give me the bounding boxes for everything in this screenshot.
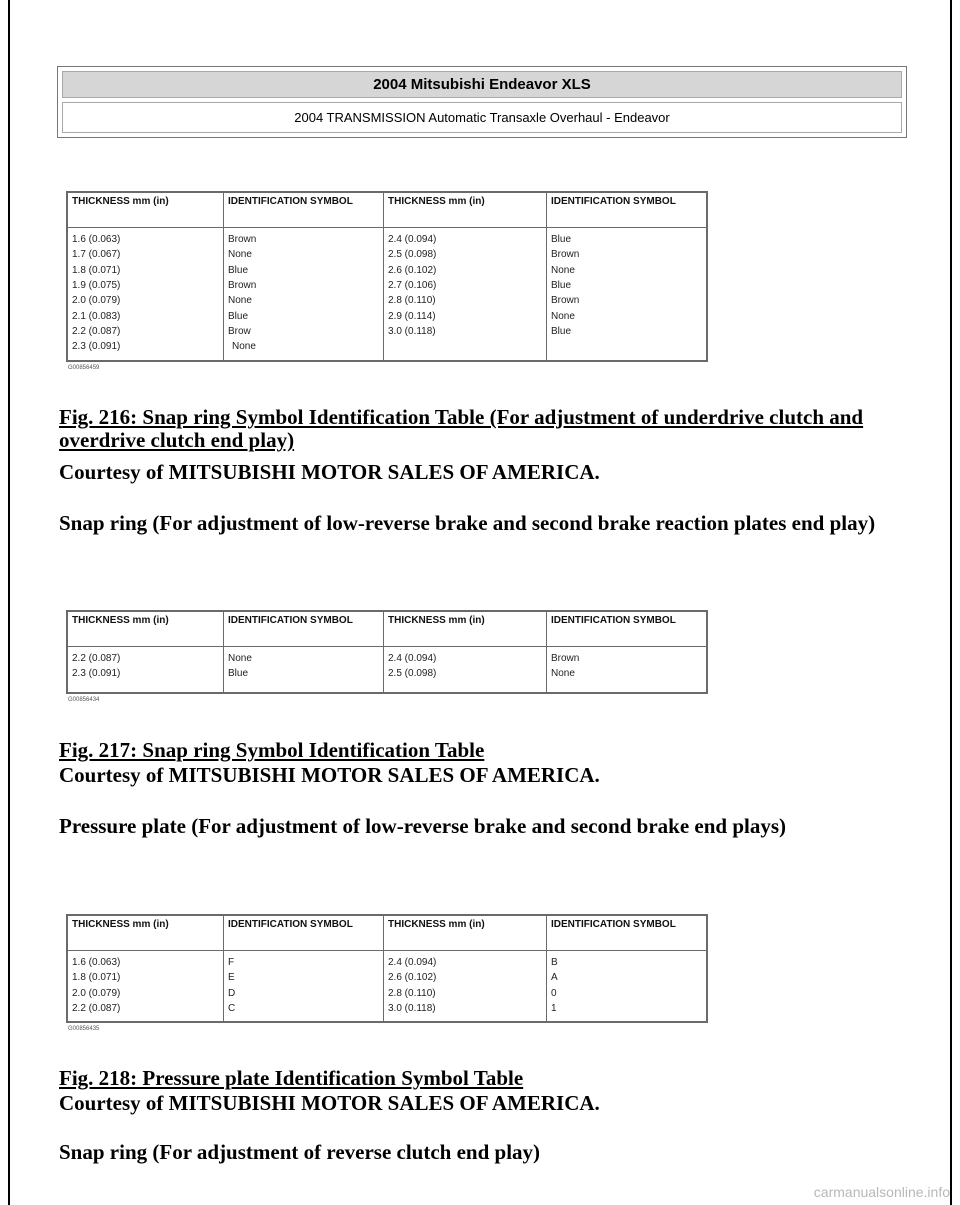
fig216-image-id: G00856459 [68, 365, 100, 371]
fig218-cell: 3.0 (0.118) [388, 1002, 436, 1014]
fig217-header-2: IDENTIFICATION SYMBOL [228, 615, 353, 626]
fig217-cell: Blue [228, 668, 249, 680]
section-heading-reverse-clutch: Snap ring (For adjustment of reverse clutch end play) [59, 1140, 541, 1164]
fig218-cell: A [551, 972, 558, 984]
fig216-cell: None [551, 264, 575, 276]
fig217-cell: 2.2 (0.087) [72, 653, 121, 664]
fig216-caption [59, 406, 909, 452]
fig218-cell: 2.2 (0.087) [72, 1002, 121, 1014]
fig218-cell: F [228, 957, 235, 968]
fig218-cell: 0 [551, 987, 557, 999]
fig218-cell: 1.8 (0.071) [72, 972, 121, 984]
fig216-header-4: IDENTIFICATION SYMBOL [551, 196, 676, 207]
fig216-cell: Blue [551, 279, 572, 291]
fig217-cell: None [551, 668, 575, 680]
fig218-cell: B [551, 957, 558, 968]
fig216-cell: 2.2 (0.087) [72, 325, 121, 337]
fig216-cell: Brown [228, 234, 257, 245]
fig218-header-4: IDENTIFICATION SYMBOL [551, 919, 676, 930]
fig216-cell: 2.9 (0.114) [388, 310, 436, 322]
fig218-caption [59, 1067, 909, 1090]
fig217-header-3: THICKNESS mm (in) [388, 615, 485, 626]
fig216-header-3: THICKNESS mm (in) [388, 196, 485, 207]
header-subtitle: 2004 TRANSMISSION Automatic Transaxle Overhaul - Endeavor [62, 102, 902, 133]
fig218-column-4 [547, 916, 706, 1021]
fig217-table [66, 610, 708, 694]
fig216-cell: Brown [551, 249, 580, 261]
fig216-cell: Blue [228, 264, 249, 276]
fig217-caption [59, 739, 909, 762]
fig217-cell: None [228, 653, 252, 664]
section-heading-pressure-plate: Pressure plate (For adjustment of low-reverse brake and second brake end plays) [59, 814, 786, 838]
fig217-header-4: IDENTIFICATION SYMBOL [551, 615, 676, 626]
fig218-table [66, 914, 708, 1023]
fig216-cell: Blue [551, 325, 572, 337]
fig216-cell: 1.9 (0.075) [72, 279, 121, 291]
fig216-courtesy: Courtesy of MITSUBISHI MOTOR SALES OF AMERICA. [59, 460, 600, 484]
page-border-right [950, 0, 952, 1205]
header-title: 2004 Mitsubishi Endeavor XLS [62, 71, 902, 98]
fig218-cell: 1.6 (0.063) [72, 957, 121, 968]
fig216-header-1: THICKNESS mm (in) [72, 196, 169, 207]
fig216-cell: 2.6 (0.102) [388, 264, 437, 276]
fig218-header-2: IDENTIFICATION SYMBOL [228, 919, 353, 930]
fig216-cell: 1.6 (0.063) [72, 234, 121, 245]
fig216-cell: 3.0 (0.118) [388, 325, 436, 337]
fig217-cell: Brown [551, 653, 580, 664]
fig217-cell: 2.3 (0.091) [72, 668, 121, 680]
fig218-caption-text: Fig. 218: Pressure plate Identification Symbol Table [59, 1066, 524, 1090]
fig218-cell: 2.0 (0.079) [72, 987, 121, 999]
fig218-cell: 2.6 (0.102) [388, 972, 437, 984]
fig218-cell: D [228, 987, 236, 999]
fig216-table [66, 191, 708, 362]
document-header [57, 66, 907, 138]
section-heading-reaction-plates: Snap ring (For adjustment of low-reverse brake and second brake reaction plates end play) [59, 511, 876, 535]
fig216-header-divider [68, 227, 706, 228]
fig216-cell: Brow [228, 325, 251, 337]
fig216-cell: 2.5 (0.098) [388, 249, 437, 261]
fig218-header-divider [68, 950, 706, 951]
page-border-left [8, 0, 10, 1205]
fig216-cell: Blue [228, 310, 249, 322]
fig217-cell: 2.4 (0.094) [388, 653, 437, 664]
fig218-cell: 2.8 (0.110) [388, 987, 436, 999]
fig216-cell: None [228, 295, 252, 307]
fig216-cell: None [232, 341, 256, 353]
fig216-caption-text: Fig. 216: Snap ring Symbol Identification Table (For adjustment of underdrive clutch and overdrive clutch end play) [59, 405, 864, 452]
fig218-cell: 2.4 (0.094) [388, 957, 437, 968]
fig216-cell: 2.4 (0.094) [388, 234, 437, 245]
fig216-cell: 2.1 (0.083) [72, 310, 121, 322]
fig217-image-id: G00856434 [68, 697, 100, 703]
fig217-header-divider [68, 646, 706, 647]
fig218-header-1: THICKNESS mm (in) [72, 919, 169, 930]
fig218-image-id: G00856435 [68, 1026, 100, 1032]
fig216-header-2: IDENTIFICATION SYMBOL [228, 196, 353, 207]
fig218-courtesy: Courtesy of MITSUBISHI MOTOR SALES OF AMERICA. [59, 1091, 600, 1115]
fig218-column-2 [224, 916, 384, 1021]
fig217-courtesy: Courtesy of MITSUBISHI MOTOR SALES OF AMERICA. [59, 763, 600, 787]
fig218-cell: 1 [551, 1002, 557, 1014]
fig217-header-1: THICKNESS mm (in) [72, 615, 169, 626]
fig216-cell: 2.3 (0.091) [72, 341, 121, 353]
fig216-cell: Brown [551, 295, 580, 307]
site-watermark: carmanualsonline.info [813, 1184, 950, 1200]
fig218-header-3: THICKNESS mm (in) [388, 919, 485, 930]
fig217-caption-text: Fig. 217: Snap ring Symbol Identification Table [59, 738, 485, 762]
fig216-cell: Brown [228, 279, 257, 291]
fig216-cell: 2.7 (0.106) [388, 279, 437, 291]
fig216-cell: 2.0 (0.079) [72, 295, 121, 307]
fig216-cell: 1.7 (0.067) [72, 249, 121, 261]
fig216-cell: None [228, 249, 252, 261]
fig218-cell: E [228, 972, 235, 984]
fig216-cell: Blue [551, 234, 572, 245]
fig217-cell: 2.5 (0.098) [388, 668, 437, 680]
fig218-cell: C [228, 1002, 236, 1014]
fig216-cell: 1.8 (0.071) [72, 264, 121, 276]
fig216-cell: 2.8 (0.110) [388, 295, 436, 307]
fig216-cell: None [551, 310, 575, 322]
